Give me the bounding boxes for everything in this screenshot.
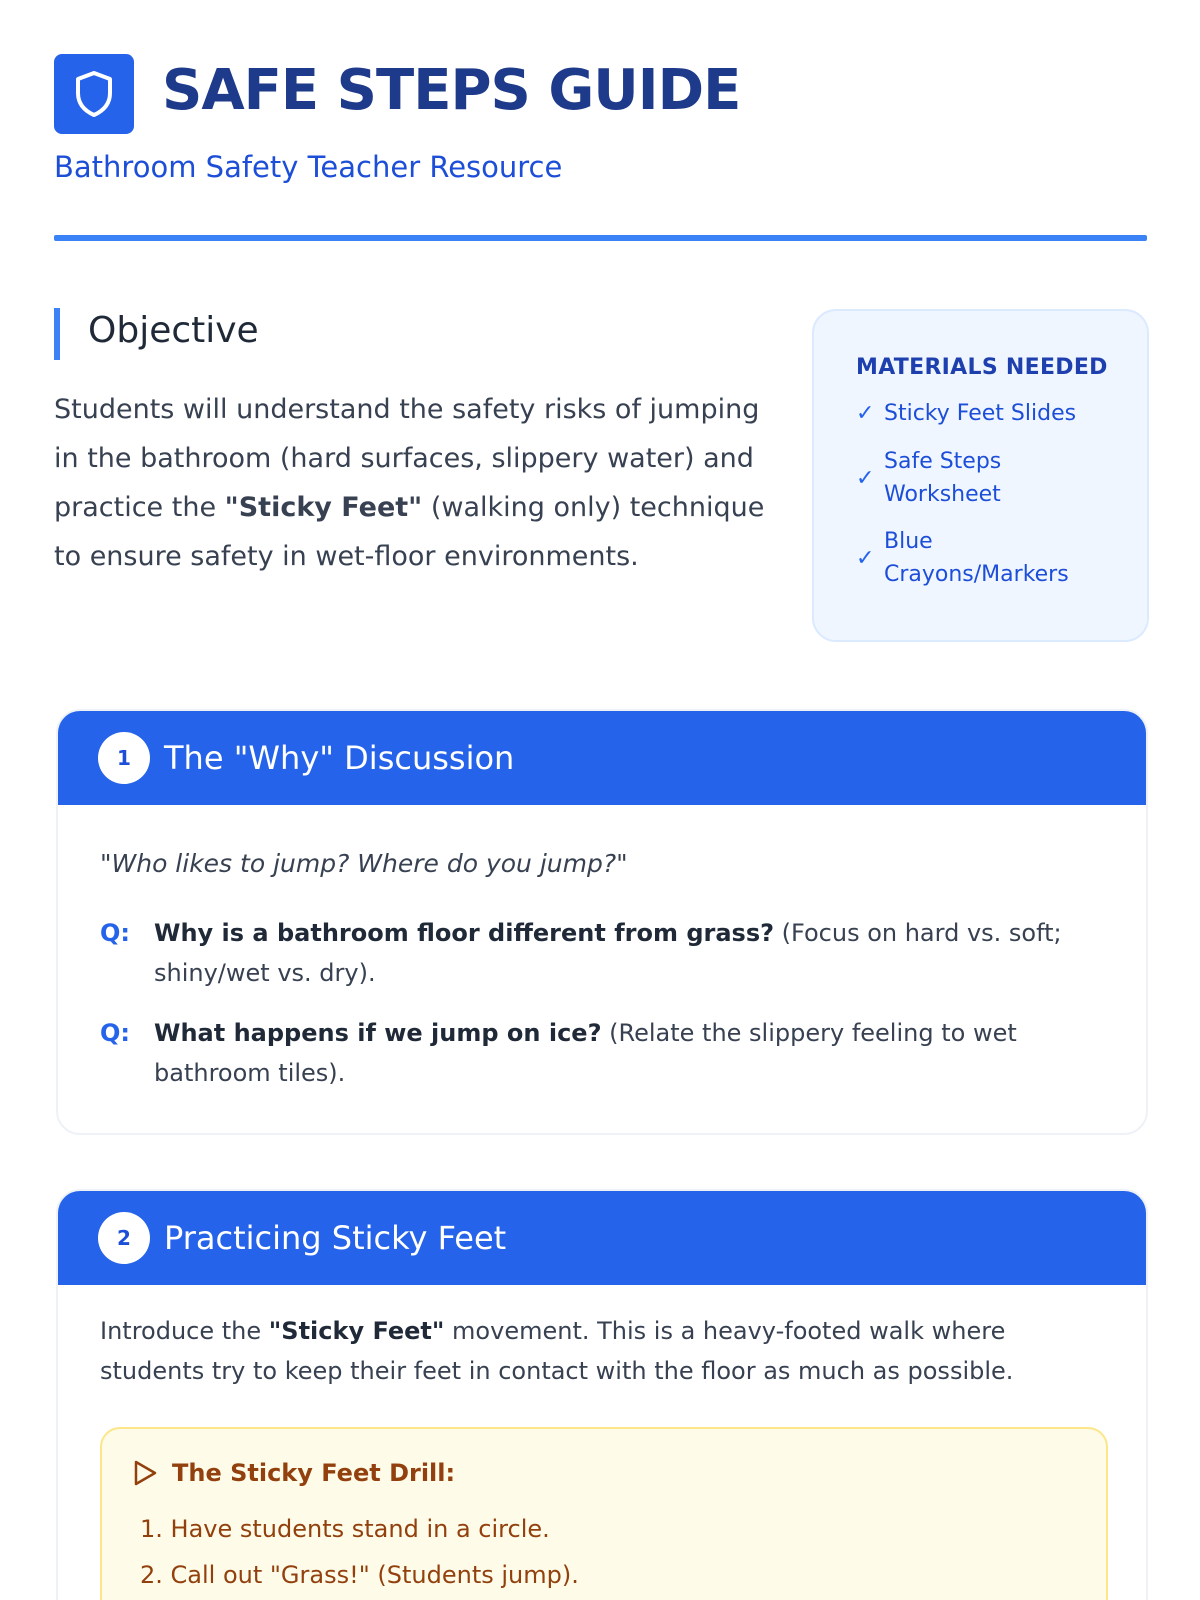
objective-accent-bar (54, 308, 60, 360)
section-header (58, 1191, 1146, 1285)
section-title: Practicing Sticky Feet (164, 1219, 507, 1257)
check-icon: ✓ (856, 465, 875, 491)
drill-header (132, 1459, 455, 1487)
discussion-quote: "Who likes to jump? Where do you jump?" (100, 849, 628, 878)
materials-item: ✓ Sticky Feet Slides (856, 401, 1077, 426)
materials-item: ✓ Safe Steps Worksheet (856, 449, 1002, 507)
drill-title: The Sticky Feet Drill: (172, 1459, 456, 1487)
page-title: SAFE STEPS GUIDE (162, 58, 741, 123)
materials-panel (812, 309, 1149, 642)
shield-icon (72, 69, 116, 119)
question-label: Q: (100, 919, 130, 947)
section-title: The "Why" Discussion (164, 739, 515, 777)
drill-callout (100, 1427, 1108, 1600)
question-text: What happens if we jump on ice? (Relate the slippery feeling to wet bathroom tiles). (154, 1019, 1017, 1087)
question-label: Q: (100, 1019, 130, 1047)
section-practicing-sticky-feet (56, 1189, 1148, 1600)
objective-text: Students will understand the safety risks of jumping in the bathroom (hard surfaces, slippery water) and practice the "Sticky Feet" (walking only) technique to ensure safety in wet-floor environments. (54, 394, 765, 572)
materials-item: ✓ Blue Crayons/Markers (856, 529, 1069, 587)
materials-title: MATERIALS NEEDED (856, 355, 1108, 380)
drill-step: 1. Have students stand in a circle. (140, 1515, 550, 1543)
section-why-discussion (56, 709, 1148, 1135)
section-header (58, 711, 1146, 805)
objective-bold-term: "Sticky Feet" (224, 492, 423, 523)
check-icon: ✓ (856, 545, 875, 571)
section-number: 1 (98, 732, 150, 784)
question-text: Why is a bathroom floor different from grass? (Focus on hard vs. soft; shiny/wet vs. dry). (154, 919, 1062, 987)
header-divider (54, 235, 1147, 241)
section-intro: Introduce the "Sticky Feet" movement. This is a heavy-footed walk where students try to keep their feet in contact with the floor as much as possible. (100, 1317, 1014, 1385)
logo (54, 54, 134, 134)
objective-heading: Objective (88, 310, 259, 351)
check-icon: ✓ (856, 401, 875, 426)
page-subtitle: Bathroom Safety Teacher Resource (54, 150, 563, 184)
drill-step: 2. Call out "Grass!" (Students jump). (140, 1561, 579, 1589)
play-icon (132, 1459, 158, 1487)
section-number: 2 (98, 1212, 150, 1264)
